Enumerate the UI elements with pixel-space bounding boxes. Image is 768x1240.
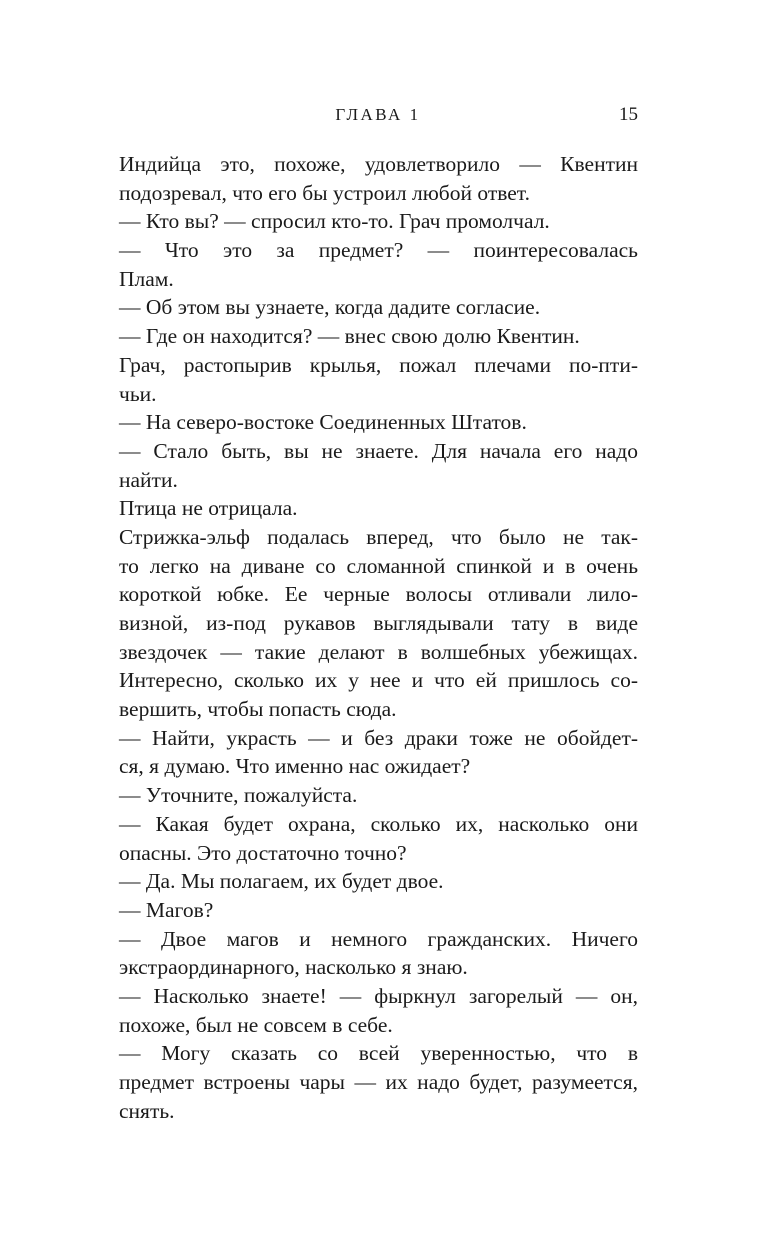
text-line: опасны. Это достаточно точно? — [119, 840, 407, 865]
paragraph — [118, 1039, 638, 1125]
book-page — [118, 0, 638, 1240]
text-line: звездочек — такие делают в волшебных убежищах. — [119, 639, 638, 664]
paragraph — [118, 523, 638, 724]
text-line: найти. — [119, 467, 178, 492]
text-line: ся, я думаю. Что именно нас ожидает? — [119, 754, 471, 779]
paragraph — [118, 867, 638, 896]
paragraph — [118, 293, 638, 322]
paragraph — [118, 207, 638, 236]
text-line: — Где он находится? — внес свою долю Квентин. — [119, 324, 580, 349]
text-line: подозревал, что его бы устроил любой ответ. — [119, 180, 530, 205]
paragraph — [118, 810, 638, 867]
text-line: — Какая будет охрана, сколько их, насколько они — [119, 811, 638, 836]
paragraph — [118, 925, 638, 982]
body-text — [118, 150, 638, 1125]
text-line: — Найти, украсть — и без драки тоже не обойдет- — [119, 725, 638, 750]
text-line: Плам. — [119, 266, 174, 291]
page-number: 15 — [619, 104, 638, 125]
paragraph — [118, 896, 638, 925]
text-line: Грач, растопырив крылья, пожал плечами по-пти- — [119, 352, 638, 377]
paragraph — [118, 437, 638, 494]
text-line: — Стало быть, вы не знаете. Для начала его надо — [119, 438, 638, 463]
paragraph — [118, 150, 638, 207]
text-line: — Кто вы? — спросил кто-то. Грач промолчал. — [119, 209, 550, 234]
chapter-title: ГЛАВА 1 — [335, 105, 421, 124]
text-line: Стрижка-эльф подалась вперед, что было не так- — [119, 524, 638, 549]
text-line: визной, из-под рукавов выглядывали тату в виде — [119, 611, 638, 635]
running-head — [118, 103, 638, 127]
paragraph — [118, 982, 638, 1039]
paragraph — [118, 322, 638, 351]
text-line: то легко на диване со сломанной спинкой и в очень — [119, 553, 638, 578]
text-line: Интересно, сколько их у нее и что ей пришлось со- — [119, 668, 638, 693]
text-line: предмет встроены чары — их надо будет, разумеется, — [119, 1070, 638, 1094]
text-line: — Да. Мы полагаем, их будет двое. — [119, 869, 444, 894]
text-line: — Об этом вы узнаете, когда дадите согласие. — [119, 295, 541, 320]
text-line: короткой юбке. Ее черные волосы отливали лило- — [119, 582, 638, 607]
text-line: — На северо-востоке Соединенных Штатов. — [119, 410, 527, 435]
paragraph — [118, 781, 638, 810]
text-line: экстраординарного, насколько я знаю. — [119, 955, 468, 980]
text-line: — Двое магов и немного гражданских. Ничего — [119, 926, 638, 951]
text-line: — Магов? — [119, 897, 214, 922]
text-line: похоже, был не совсем в себе. — [119, 1012, 393, 1037]
text-line: чьи. — [119, 381, 157, 406]
paragraph — [118, 494, 638, 523]
text-line: Индийца это, похоже, удовлетворило — Квентин — [119, 152, 638, 176]
paragraph — [118, 236, 638, 293]
paragraph — [118, 351, 638, 408]
paragraph — [118, 408, 638, 437]
text-line: — Могу сказать со всей уверенностью, что в — [119, 1041, 638, 1066]
text-line: — Что это за предмет? — поинтересовалась — [119, 238, 638, 263]
paragraph — [118, 724, 638, 781]
text-line: вершить, чтобы попасть сюда. — [119, 697, 397, 722]
text-line: — Насколько знаете! — фыркнул загорелый — он, — [119, 983, 638, 1008]
text-line: снять. — [119, 1098, 175, 1123]
text-line: — Уточните, пожалуйста. — [119, 783, 358, 808]
text-line: Птица не отрицала. — [119, 496, 298, 521]
